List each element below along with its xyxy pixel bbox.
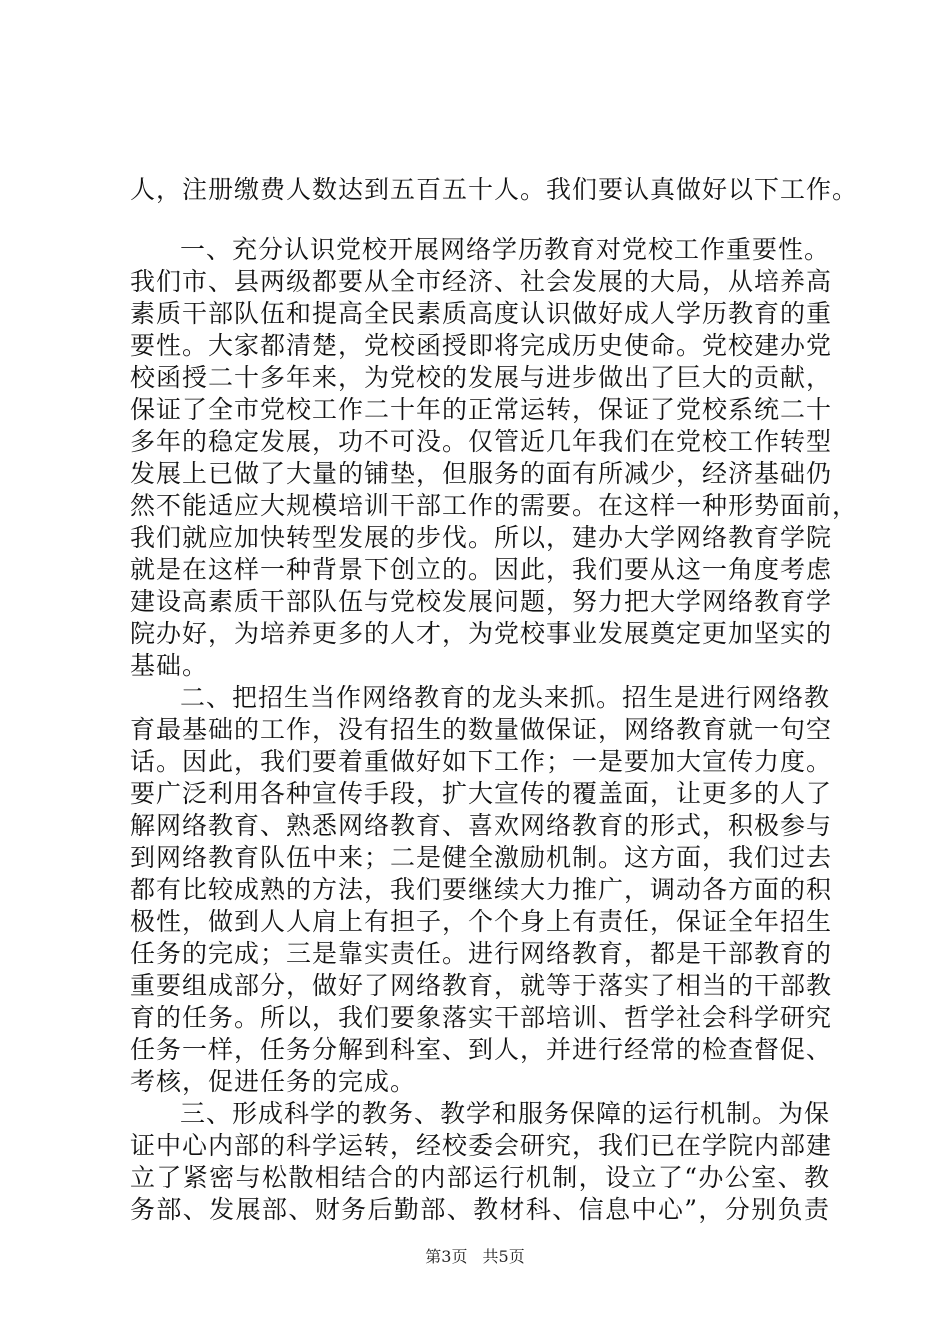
text-line: 多年的稳定发展，功不可没。仅管近几年我们在党校工作转型 <box>130 427 833 456</box>
text-line: 我们就应加快转型发展的步伐。所以，建办大学网络教育学院 <box>130 523 833 552</box>
text-line: 考核，促进任务的完成。 <box>130 1067 417 1096</box>
page-number: 第3页 <box>425 1247 468 1266</box>
text-line: 要广泛利用各种宣传手段，扩大宣传的覆盖面，让更多的人了 <box>130 779 833 808</box>
text-line: 重要组成部分，做好了网络教育，就等于落实了相当的干部教 <box>130 971 833 1000</box>
text-line: 发展上已做了大量的铺垫，但服务的面有所减少，经济基础仍 <box>130 459 833 488</box>
total-pages: 共5页 <box>482 1247 525 1266</box>
paragraph-3-heading-line: 三、形成科学的教务、教学和服务保障的运行机制。为保 <box>180 1099 831 1128</box>
text-line: 要性。大家都清楚，党校函授即将完成历史使命。党校建办党 <box>130 331 833 360</box>
text-line: 话。因此，我们要着重做好如下工作；一是要加大宣传力度。 <box>130 747 833 776</box>
text-line: 立了紧密与松散相结合的内部运行机制，设立了“办公室、教 <box>130 1163 830 1192</box>
text-line: 证中心内部的科学运转，经校委会研究，我们已在学院内部建 <box>130 1131 833 1160</box>
text-line: 就是在这样一种背景下创立的。因此，我们要从这一角度考虑 <box>130 555 833 584</box>
text-line: 建设高素质干部队伍与党校发展问题，努力把大学网络教育学 <box>130 587 833 616</box>
text-line: 都有比较成熟的方法，我们要继续大力推广，调动各方面的积 <box>130 875 833 904</box>
text-line: 然不能适应大规模培训干部工作的需要。在这样一种形势面前， <box>130 491 859 520</box>
text-line: 素质干部队伍和提高全民素质高度认识做好成人学历教育的重 <box>130 299 833 328</box>
text-line: 到网络教育队伍中来；二是健全激励机制。这方面，我们过去 <box>130 843 833 872</box>
page-footer <box>0 1244 950 1267</box>
text-line: 我们市、县两级都要从全市经济、社会发展的大局，从培养高 <box>130 267 833 296</box>
paragraph-2-heading-line: 二、把招生当作网络教育的龙头来抓。招生是进行网络教 <box>180 683 831 712</box>
paragraph-1-heading-line: 一、充分认识党校开展网络学历教育对党校工作重要性。 <box>180 235 831 264</box>
text-line: 基础。 <box>130 651 209 680</box>
text-line: 务部、发展部、财务后勤部、教材科、信息中心”，分别负责 <box>130 1195 830 1224</box>
text-line: 极性，做到人人肩上有担子，个个身上有责任，保证全年招生 <box>130 907 833 936</box>
text-line: 任务的完成；三是靠实责任。进行网络教育，都是干部教育的 <box>130 939 833 968</box>
text-line: 院办好，为培养更多的人才，为党校事业发展奠定更加坚实的 <box>130 619 833 648</box>
text-line: 任务一样，任务分解到科室、到人，并进行经常的检查督促、 <box>130 1035 833 1064</box>
text-line: 解网络教育、熟悉网络教育、喜欢网络教育的形式，积极参与 <box>130 811 833 840</box>
text-line: 育的任务。所以，我们要象落实干部培训、哲学社会科学研究 <box>130 1003 833 1032</box>
text-line: 育最基础的工作，没有招生的数量做保证，网络教育就一句空 <box>130 715 833 744</box>
text-line: 保证了全市党校工作二十年的正常运转，保证了党校系统二十 <box>130 395 833 424</box>
text-line: 校函授二十多年来，为党校的发展与进步做出了巨大的贡献， <box>130 363 833 392</box>
text-line: 人，注册缴费人数达到五百五十人。我们要认真做好以下工作。 <box>130 175 859 204</box>
